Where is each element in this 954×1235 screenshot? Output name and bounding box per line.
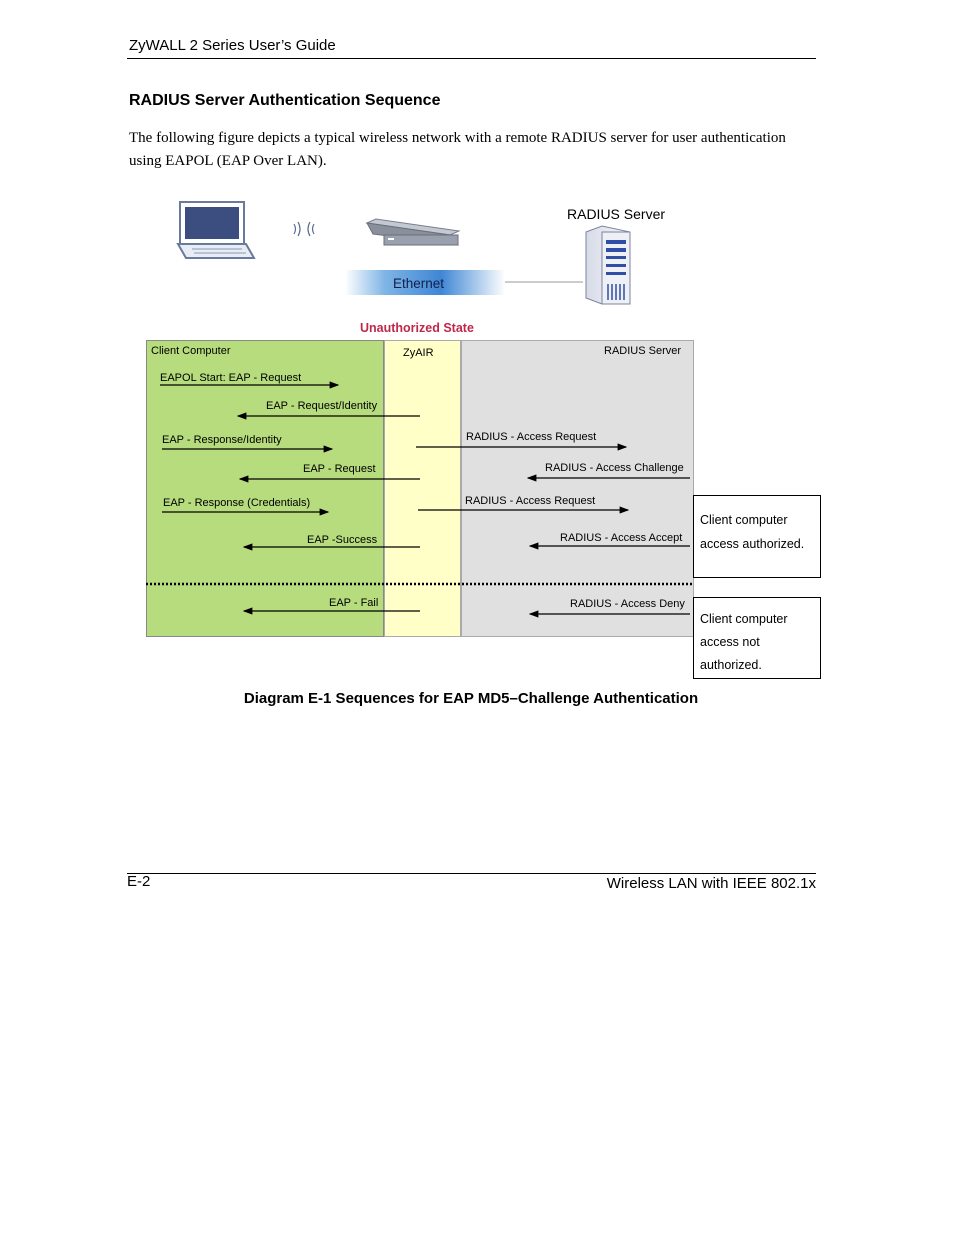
message-m8: RADIUS - Access Request [465, 495, 596, 507]
message-m3: EAP - Response/Identity [162, 434, 282, 446]
column-header-radius: RADIUS Server [604, 345, 682, 357]
figure-caption: Diagram E-1 Sequences for EAP MD5–Challenge Authentication [243, 690, 699, 707]
footer-page-number: E-2 [127, 873, 151, 890]
note-denied-line-1: Client computer [700, 612, 788, 626]
column-header-zyair: ZyAIR [403, 347, 434, 359]
message-m9: EAP -Success [307, 534, 378, 546]
note-access-authorized [693, 495, 821, 578]
message-m4: RADIUS - Access Request [466, 431, 597, 443]
unauthorized-state-label: Unauthorized State [360, 321, 474, 335]
section-heading: RADIUS Server Authentication Sequence [129, 92, 441, 109]
message-m10: RADIUS - Access Accept [560, 532, 683, 544]
ethernet-label: Ethernet [393, 276, 445, 291]
access-point-icon [367, 219, 459, 245]
intro-paragraph: The following figure depicts a typical wireless network with a remote RADIUS server for user authentication using EAPOL (EAP Over LAN). [129, 130, 786, 169]
page-header-title: ZyWALL 2 Series User’s Guide [129, 37, 336, 54]
footer-chapter-title: Wireless LAN with IEEE 802.1x [606, 875, 816, 892]
note-authorized-line-1: Client computer [700, 513, 788, 527]
radius-column [461, 340, 694, 637]
note-denied-line-3: authorized. [700, 658, 762, 672]
note-authorized-line-2: access authorized. [700, 537, 805, 551]
laptop-icon [178, 202, 254, 258]
message-m6: RADIUS - Access Challenge [545, 462, 684, 474]
column-header-client: Client Computer [151, 345, 231, 357]
note-denied-line-2: access not [700, 635, 760, 649]
message-m5: EAP - Request [303, 463, 376, 475]
wireless-signal-icon [294, 222, 314, 236]
radius-server-label: RADIUS Server [567, 206, 666, 222]
zyair-column [384, 340, 461, 637]
footer-rule [127, 873, 816, 874]
message-m2: EAP - Request/Identity [266, 400, 378, 412]
server-icon [586, 226, 630, 304]
message-m7: EAP - Response (Credentials) [163, 497, 311, 509]
client-column [146, 340, 384, 637]
message-m11: EAP - Fail [329, 597, 379, 609]
note-access-denied [693, 597, 821, 679]
message-m1: EAPOL Start: EAP - Request [160, 372, 302, 384]
message-m12: RADIUS - Access Deny [570, 598, 685, 610]
network-illustration [0, 0, 954, 320]
